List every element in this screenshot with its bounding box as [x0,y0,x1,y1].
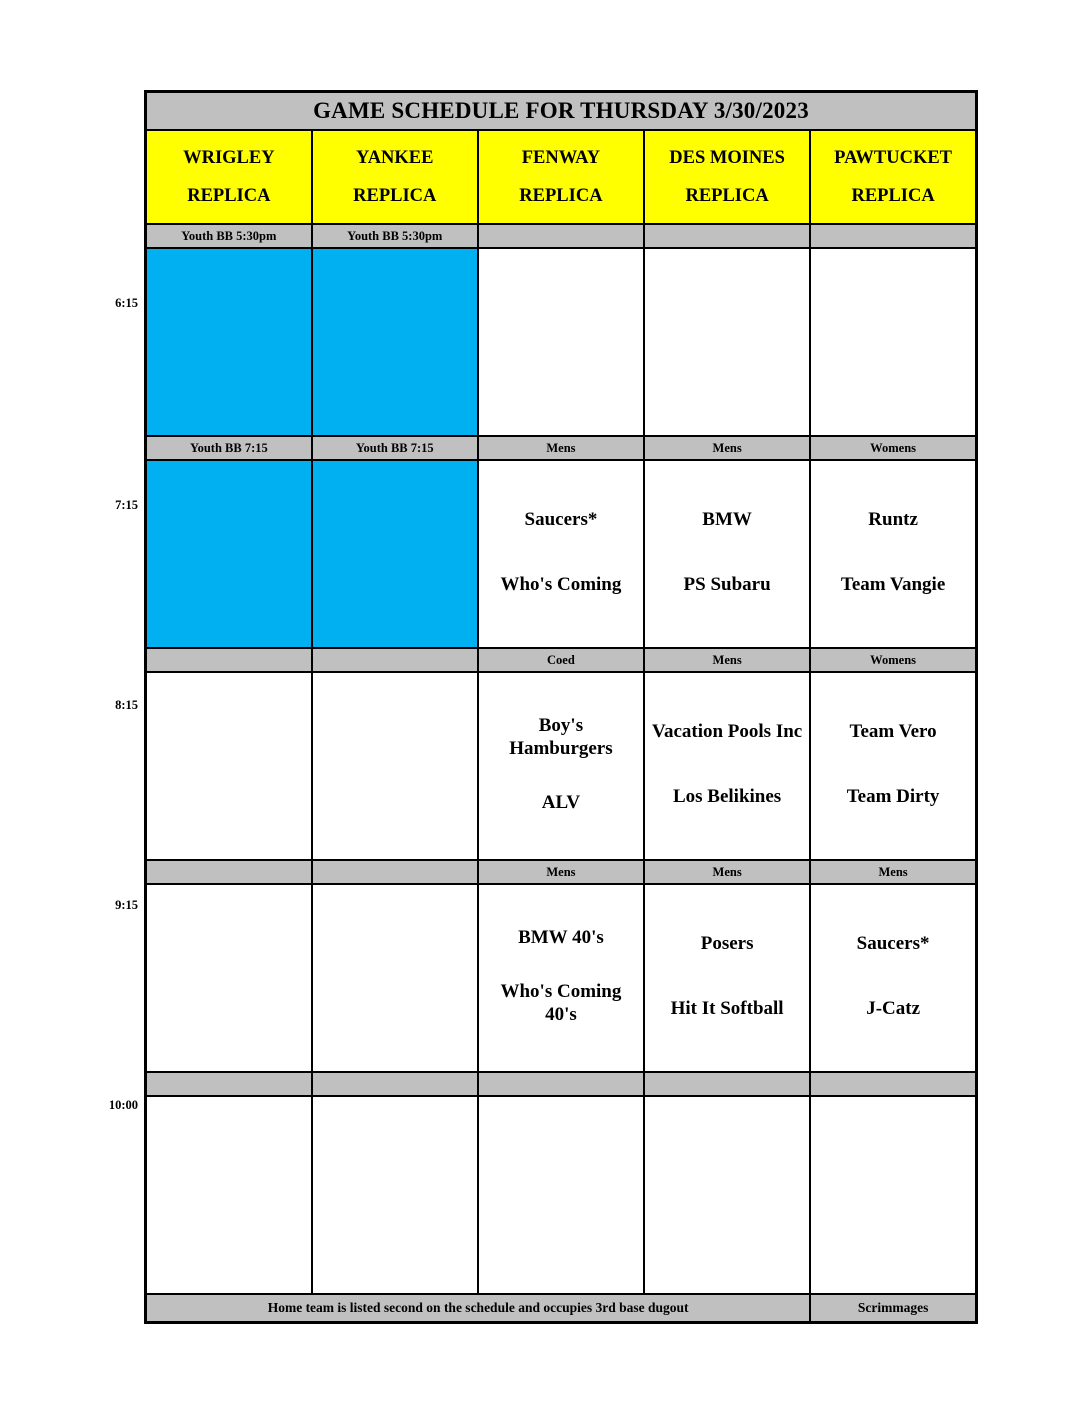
band-row-615 [146,224,977,248]
band-cell: Mens [644,860,810,884]
band-row-815 [146,648,977,672]
band-cell [644,224,810,248]
game-cell[interactable] [644,1096,810,1294]
time-label-715: 7:15 [115,498,138,512]
game-row-915 [146,884,977,1072]
away-team: Saucers* [856,933,930,954]
schedule-table-wrapper [144,90,978,1324]
game-cell[interactable] [312,672,478,860]
game-cell[interactable] [146,248,312,436]
footer-note: Home team is listed second on the schedule and occupies 3rd base dugout [146,1294,811,1323]
game-cell[interactable] [478,248,644,436]
home-team: Hit It Softball [670,998,784,1019]
band-cell [810,224,976,248]
band-cell: Mens [478,436,644,460]
game-row-715 [146,460,977,648]
field-header-pawtucket [810,130,976,224]
title-row [146,92,977,131]
band-cell: Womens [810,436,976,460]
band-cell: Youth BB 7:15 [312,436,478,460]
away-team: Vacation Pools Inc [651,721,803,742]
band-row-1000 [146,1072,977,1096]
game-cell[interactable] [146,1096,312,1294]
time-label-1000: 10:00 [108,1098,138,1112]
game-schedule-table [144,90,978,1324]
game-cell[interactable] [312,1096,478,1294]
field-name-line1: YANKEE [356,148,434,168]
home-team: PS Subaru [683,574,771,595]
field-name-line2: REPLICA [851,186,935,206]
field-name-line2: REPLICA [685,186,769,206]
band-cell [312,860,478,884]
band-cell: Coed [478,648,644,672]
band-row-715 [146,436,977,460]
game-row-1000 [146,1096,977,1294]
field-header-fenway [478,130,644,224]
away-team: Team Vero [849,721,937,742]
game-cell[interactable] [312,460,478,648]
game-cell[interactable] [478,460,644,648]
field-header-wrigley [146,130,312,224]
away-team: Boy's Hamburgers [509,715,613,760]
band-cell [312,1072,478,1096]
home-team: Team Dirty [846,786,940,807]
game-cell[interactable] [312,248,478,436]
home-team: J-Catz [866,998,920,1019]
time-label-915: 9:15 [115,898,138,912]
game-cell[interactable] [146,460,312,648]
game-row-615 [146,248,977,436]
footer-row [146,1294,977,1323]
field-name-line1: FENWAY [521,148,601,168]
band-cell: Mens [644,436,810,460]
game-cell[interactable] [810,460,976,648]
band-cell: Youth BB 5:30pm [312,224,478,248]
band-cell [146,648,312,672]
away-team: Posers [700,933,754,954]
game-cell[interactable] [312,884,478,1072]
time-label-615: 6:15 [115,296,138,310]
game-row-815 [146,672,977,860]
game-cell[interactable] [644,884,810,1072]
home-team: ALV [541,791,581,813]
band-cell [644,1072,810,1096]
game-cell[interactable] [810,248,976,436]
game-cell[interactable] [478,884,644,1072]
field-name-line2: REPLICA [519,186,603,206]
band-cell: Mens [644,648,810,672]
game-cell[interactable] [644,672,810,860]
game-cell[interactable] [146,884,312,1072]
band-cell: Womens [810,648,976,672]
band-cell: Youth BB 7:15 [146,436,312,460]
home-team: Who's Coming 40's [500,980,622,1025]
away-team: BMW 40's [518,927,604,949]
game-cell[interactable] [644,248,810,436]
band-cell: Mens [810,860,976,884]
band-cell [810,1072,976,1096]
time-label-815: 8:15 [115,698,138,712]
page-title: GAME SCHEDULE FOR THURSDAY 3/30/2023 [146,92,977,131]
field-name-line1: WRIGLEY [183,148,275,168]
field-name-line1: PAWTUCKET [834,148,953,168]
field-name-line1: DES MOINES [669,148,785,168]
band-cell [146,1072,312,1096]
band-row-915 [146,860,977,884]
away-team: Saucers* [524,509,598,530]
game-cell[interactable] [644,460,810,648]
field-name-line2: REPLICA [353,186,437,206]
band-cell: Mens [478,860,644,884]
game-cell[interactable] [478,672,644,860]
band-cell [478,1072,644,1096]
field-header-row [146,130,977,224]
game-cell[interactable] [478,1096,644,1294]
away-team: Runtz [868,509,918,530]
band-cell: Youth BB 5:30pm [146,224,312,248]
game-cell[interactable] [810,884,976,1072]
away-team: BMW [702,509,752,530]
field-name-line2: REPLICA [187,186,271,206]
band-cell [312,648,478,672]
field-header-des-moines [644,130,810,224]
game-cell[interactable] [810,672,976,860]
home-team: Team Vangie [840,574,946,595]
field-header-yankee [312,130,478,224]
game-cell[interactable] [810,1096,976,1294]
footer-scrimmages: Scrimmages [810,1294,976,1323]
band-cell [146,860,312,884]
home-team: Los Belikines [672,786,782,807]
game-cell[interactable] [146,672,312,860]
home-team: Who's Coming [500,574,622,595]
band-cell [478,224,644,248]
